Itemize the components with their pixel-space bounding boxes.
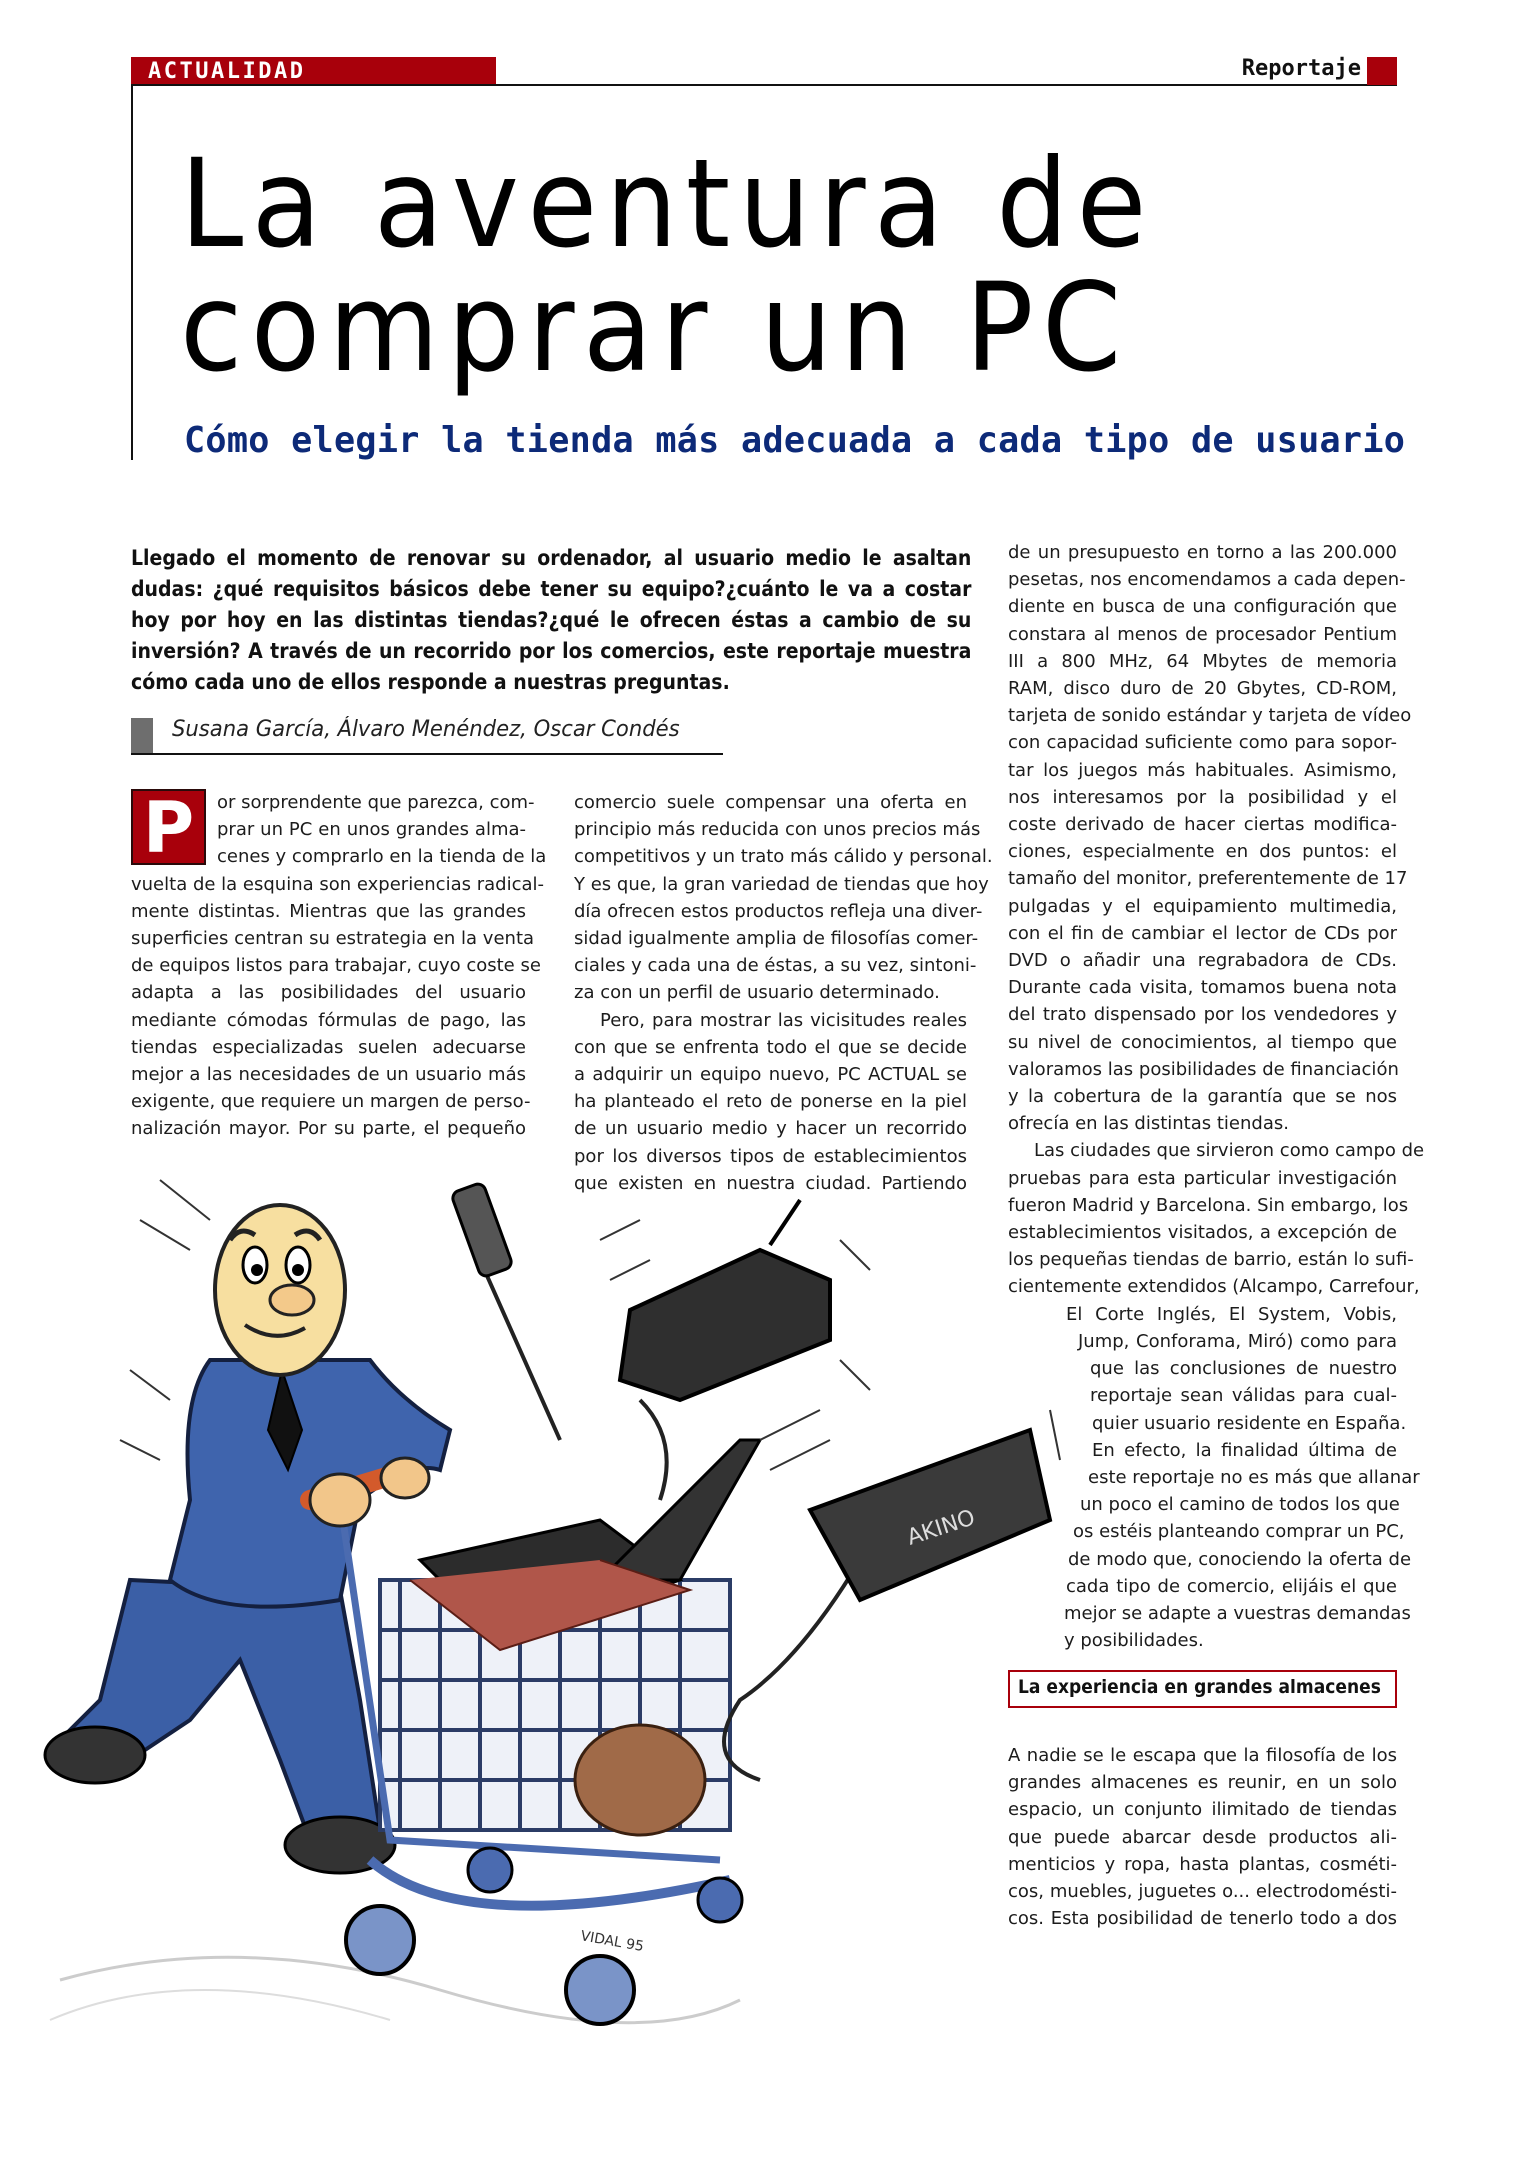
body-line: Durante cada visita, tomamos buena nota: [1008, 977, 1397, 999]
body-line: con que se enfrenta todo el que se decide: [574, 1036, 967, 1058]
body-line: un poco el camino de todos los que: [1080, 1494, 1400, 1516]
lead-line: inversión? A través de un recorrido por los comercios, este reportaje muestra: [131, 639, 972, 664]
category-marker: [1367, 57, 1397, 85]
body-line: por los diversos tipos de establecimientos: [574, 1145, 967, 1167]
body-line: or sorprendente que parezca, com-: [217, 792, 535, 813]
body-line: mejor se adapte a vuestras demandas: [1064, 1602, 1411, 1624]
body-line: Las ciudades que sirvieron como campo de: [1034, 1140, 1425, 1162]
body-line: reportaje sean válidas para cual-: [1090, 1385, 1397, 1407]
body-line: RAM, disco duro de 20 Gbytes, CD-ROM,: [1008, 678, 1397, 700]
cart-wheel-icon: [346, 1906, 414, 1974]
lead-line: Llegado el momento de renovar su ordenador, al usuario medio le asaltan: [131, 546, 972, 571]
body-line: El Corte Inglés, El System, Vobis,: [1066, 1303, 1397, 1325]
section-heading: La experiencia en grandes almacenes: [1018, 1676, 1381, 1698]
body-line: cientemente extendidos (Alcampo, Carrefour,: [1008, 1276, 1420, 1298]
body-line: menticios y ropa, hasta plantas, cosméti-: [1008, 1853, 1397, 1875]
title-line-1: La aventura de: [180, 133, 1155, 275]
body-line: que existen en nuestra ciudad. Partiendo: [574, 1172, 967, 1194]
body-line: coste derivado de hacer ciertas modifica-: [1008, 814, 1397, 836]
body-line: os estéis planteando comprar un PC,: [1073, 1521, 1405, 1543]
body-line: cos, muebles, juguetes o... electrodomésti-: [1008, 1881, 1397, 1903]
body-line: ofrecía en las distintas tiendas.: [1008, 1113, 1289, 1135]
body-line: competitivos y un trato más cálido y personal.: [574, 846, 993, 868]
body-line: vuelta de la esquina son experiencias radical-: [131, 873, 544, 895]
body-line: Y es que, la gran variedad de tiendas que hoy: [574, 873, 989, 895]
body-line: mejor a las necesidades de un usuario más: [131, 1064, 526, 1086]
body-line: exigente, que requiere un margen de perso-: [131, 1091, 531, 1113]
body-line: de un presupuesto en torno a las 200.000: [1008, 542, 1397, 563]
article-subtitle: Cómo elegir la tienda más adecuada a cada tipo de usuario: [184, 420, 1406, 461]
man-hand-icon: [310, 1474, 370, 1526]
body-line: tamaño del monitor, preferentemente de 17: [1008, 868, 1408, 890]
body-line: y posibilidades.: [1064, 1630, 1204, 1652]
cart-wheel-icon: [566, 1956, 634, 2024]
header-rule: [131, 84, 1397, 86]
body-line: pulgadas y el equipamiento multimedia,: [1008, 895, 1397, 917]
section-tab: [131, 57, 496, 85]
byline-marker: [131, 718, 153, 753]
body-line: con capacidad suficiente como para sopor-: [1008, 732, 1397, 754]
mobile-phone-icon: [451, 1182, 514, 1278]
body-line: mente distintas. Mientras que las grandes: [131, 900, 526, 922]
byline-rule: [131, 753, 723, 755]
shoe-left-icon: [45, 1727, 145, 1783]
column-3-continued: [1008, 1742, 1397, 1932]
column-3: [1008, 539, 1425, 1654]
body-line: los pequeñas tiendas de barrio, están lo sufi-: [1008, 1249, 1414, 1271]
body-line: pruebas para esta particular investigación: [1008, 1167, 1397, 1189]
body-line: A nadie se le escapa que la filosofía de los: [1008, 1745, 1397, 1766]
body-line: fueron Madrid y Barcelona. Sin embargo, los: [1008, 1194, 1409, 1216]
body-line: tarjeta de sonido estándar y tarjeta de vídeo: [1008, 705, 1412, 727]
body-line: cos. Esta posibilidad de tenerlo todo a dos: [1008, 1908, 1397, 1930]
body-line: y la cobertura de la garantía que se nos: [1008, 1086, 1397, 1108]
category-label: Reportaje: [1241, 56, 1361, 81]
body-line: establecimientos visitados, a excepción de: [1008, 1222, 1397, 1244]
body-line: ha planteado el reto de ponerse en la piel: [574, 1091, 967, 1113]
lead-line: cómo cada uno de ellos responde a nuestras preguntas.: [131, 670, 730, 695]
body-line: tiendas especializadas suelen adecuarse: [131, 1036, 526, 1058]
body-line: mediante cómodas fórmulas de pago, las: [131, 1009, 526, 1031]
body-line: tar los juegos más habituales. Asimismo,: [1008, 759, 1397, 781]
body-line: a adquirir un equipo nuevo, PC ACTUAL se: [574, 1064, 967, 1086]
keyboard-brand: AKINO: [904, 1505, 979, 1551]
body-line: de un usuario medio y hacer un recorrido: [574, 1118, 967, 1140]
lead-line: hoy por hoy en las distintas tiendas?¿qué le ofrecen éstas a cambio de su: [131, 608, 972, 633]
drop-cap-letter: P: [142, 787, 195, 869]
bag-icon: [575, 1725, 705, 1835]
body-line: sidad igualmente amplia de filosofías comer-: [574, 928, 979, 950]
body-line: pesetas, nos encomendamos a cada depen-: [1008, 569, 1406, 591]
body-line: ciones, especialmente en dos puntos: el: [1008, 841, 1397, 863]
body-line: que puede abarcar desde productos ali-: [1008, 1826, 1397, 1848]
body-line: diente en busca de una configuración que: [1008, 596, 1397, 618]
body-line: Jump, Conforama, Miró) como para: [1078, 1330, 1397, 1352]
article-lead: [131, 543, 971, 698]
body-line: quier usuario residente en España.: [1092, 1412, 1407, 1434]
cart-wheel-icon: [468, 1848, 512, 1892]
body-line: ciales y cada una de éstas, a su vez, sintoni-: [574, 955, 977, 977]
man-legs-icon: [60, 1580, 380, 1840]
column-2: [574, 789, 993, 1197]
body-line: de modo que, conociendo la oferta de: [1068, 1548, 1412, 1570]
section-heading-box: [1008, 1670, 1397, 1708]
body-line: III a 800 MHz, 64 Mbytes de memoria: [1008, 650, 1397, 672]
body-line: Pero, para mostrar las vicisitudes reales: [600, 1009, 967, 1031]
lead-line: dudas: ¿qué requisitos básicos debe tener su equipo?¿cuánto le va a costar: [131, 577, 972, 602]
body-line: principio más reducida con unos precios más: [574, 819, 981, 841]
title-side-rule: [131, 84, 133, 460]
body-line: za con un perfil de usuario determinado.: [574, 982, 940, 1004]
body-line: con el fin de cambiar el lector de CDs por: [1008, 922, 1397, 944]
byline: Susana García, Álvaro Menéndez, Oscar Condés: [172, 717, 680, 742]
body-line: prar un PC en unos grandes alma-: [217, 819, 526, 841]
body-line: su nivel de conocimientos, al tiempo que: [1008, 1031, 1397, 1053]
body-line: cenes y comprarlo en la tienda de la: [217, 846, 547, 868]
laptop-screen-icon: [600, 1440, 760, 1580]
body-line: cada tipo de comercio, elijáis el que: [1066, 1575, 1397, 1597]
body-line: nos interesamos por la posibilidad y el: [1008, 786, 1397, 808]
body-line: espacio, un conjunto ilimitado de tiendas: [1008, 1799, 1397, 1821]
body-line: adapta a las posibilidades del usuario: [131, 982, 526, 1004]
body-line: superficies centran su estrategia en la venta: [131, 928, 535, 950]
body-line: día ofrecen estos productos refleja una diver-: [574, 900, 983, 922]
body-line: grandes almacenes es reunir, en un solo: [1008, 1772, 1397, 1794]
cartoon-illustration: [40, 1140, 1110, 2040]
section-label: ACTUALIDAD: [148, 59, 306, 84]
body-line: de equipos listos para trabajar, cuyo coste se: [131, 955, 541, 977]
body-line: DVD o añadir una regrabadora de CDs.: [1008, 950, 1397, 972]
body-line: nalización mayor. Por su parte, el pequeño: [131, 1118, 526, 1140]
cart-wheel-icon: [698, 1878, 742, 1922]
telephone-icon: [620, 1250, 830, 1400]
column-1: [131, 789, 547, 1143]
title-line-2: comprar un PC: [180, 257, 1130, 399]
body-line: comercio suele compensar una oferta en: [574, 792, 967, 813]
man-hand-icon: [381, 1458, 429, 1498]
article-title: [180, 133, 1155, 399]
body-line: En efecto, la finalidad última de: [1092, 1439, 1397, 1461]
body-line: valoramos las posibilidades de financiación: [1008, 1058, 1399, 1080]
body-line: constara al menos de procesador Pentium: [1008, 623, 1397, 645]
body-line: del trato dispensado por los vendedores y: [1008, 1004, 1397, 1026]
body-line: que las conclusiones de nuestro: [1090, 1358, 1397, 1380]
artist-signature: VIDAL 95: [579, 1928, 646, 1956]
body-line: este reportaje no es más que allanar: [1088, 1466, 1420, 1488]
